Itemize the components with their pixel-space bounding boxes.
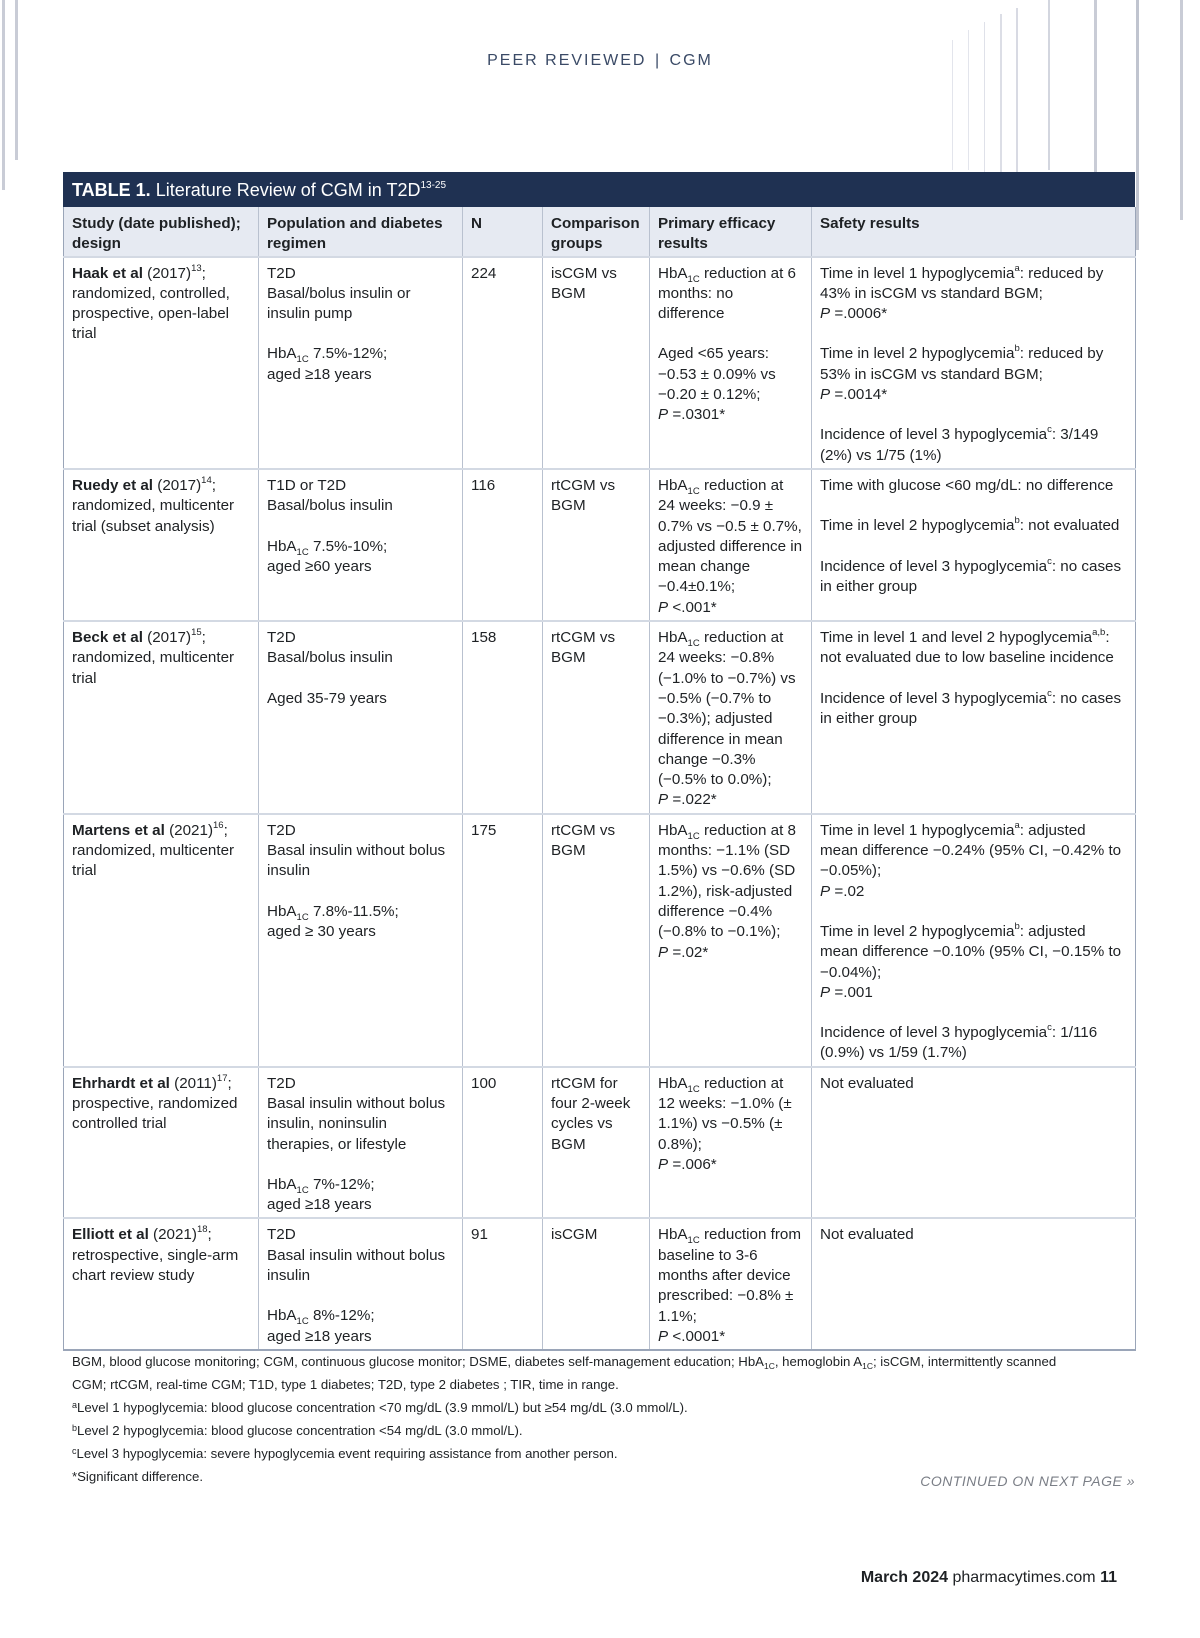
n-cell: 100 bbox=[463, 1067, 543, 1219]
n-cell: 158 bbox=[463, 621, 543, 814]
decorative-line bbox=[1048, 0, 1050, 170]
decorative-line bbox=[984, 22, 985, 172]
comparison-cell: isCGM bbox=[543, 1218, 650, 1350]
decorative-line bbox=[1136, 0, 1139, 250]
table-footnotes bbox=[72, 1350, 1082, 1488]
footnote-abbreviations: BGM, blood glucose monitoring; CGM, continuous glucose monitor; DSME, diabetes self-management education; HbA$_{1C}$, hemoglobin $A_{1C}$; isCGM, intermittently scanned CGM; rtCGM, real-time CGM; T1D, type 1 diabetes; T2D, type 2 diabetes ; TIR, time in range. bbox=[72, 1354, 1057, 1392]
footnote-c: $^c$Level 3 hypoglycemia: severe hypoglycemia event requiring assistance from another person. bbox=[72, 1446, 618, 1461]
table-title bbox=[63, 172, 1135, 207]
safety-cell: Time with glucose <60 mg/dL: no difference Time in level 2 hypoglycemia$^b$: not evaluated Incidence of level 3 hypoglycemia$^c$: no cases in either group bbox=[812, 469, 1136, 621]
safety-cell: Time in level 1 and level 2 hypoglycemia$^{a,b}$: not evaluated due to low baseline incidence Incidence of level 3 hypoglycemia$^c$: no cases in either group bbox=[812, 621, 1136, 814]
header-separator: | bbox=[654, 52, 662, 69]
study-cell: Ruedy et al $(2017)^{14}$; randomized, multicenter trial (subset analysis) bbox=[64, 469, 259, 621]
population-cell: T2D Basal/bolus insulin Aged 35-79 years bbox=[259, 621, 463, 814]
efficacy-cell: HbA$_{1C}$ reduction at 6 months: no difference Aged <65 years: −0.53 ± 0.09% vs −0.20 ± 0.12%; P =.0301* bbox=[650, 257, 812, 469]
page-header bbox=[0, 52, 1200, 70]
safety-cell: Not evaluated bbox=[812, 1218, 1136, 1350]
section-label: PEER REVIEWED bbox=[487, 52, 647, 69]
decorative-line bbox=[1000, 14, 1002, 174]
study-cell: Beck et al $(2017)^{15}$; randomized, multicenter trial bbox=[64, 621, 259, 814]
topic-label: CGM bbox=[669, 52, 713, 69]
study-cell: Martens et al $(2021)^{16}$; randomized, multicenter trial bbox=[64, 814, 259, 1067]
efficacy-cell: HbA$_{1C}$ reduction at 24 weeks: −0.9 ± 0.7% vs −0.5 ± 0.7%, adjusted difference in mean change −0.4±0.1%; P <.001* bbox=[650, 469, 812, 621]
population-cell: T2D Basal insulin without bolus insulin HbA$_{1C}$ 8%-12%; aged ≥18 years bbox=[259, 1218, 463, 1350]
safety-cell: Not evaluated bbox=[812, 1067, 1136, 1219]
n-cell: 175 bbox=[463, 814, 543, 1067]
issue-date: March 2024 bbox=[860, 1569, 949, 1586]
population-cell: T2D Basal insulin without bolus insulin, noninsulin therapies, or lifestyle HbA$_{1C}$ 7%-12%; aged ≥18 years bbox=[259, 1067, 463, 1219]
table-row bbox=[64, 621, 1136, 814]
table-row bbox=[64, 1067, 1136, 1219]
n-cell: 91 bbox=[463, 1218, 543, 1350]
decorative-line bbox=[2, 0, 5, 190]
footnote-a: $^a$Level 1 hypoglycemia: blood glucose concentration <70 mg/dL (3.9 mmol/L) but ≥54 mg/dL (3.0 mmol/L). bbox=[72, 1400, 688, 1415]
safety-cell: Time in level 1 hypoglycemia$^a$: adjusted mean difference −0.24% (95% CI, −0.42% to −0.05%); P =.02 Time in level 2 hypoglycemia$^b$: adjusted mean difference −0.10% (95% CI, −0.15% to −0.04%); P =.001 Incidence of level 3 hypoglycemia$^c$: 1/116 (0.9%) vs 1/59 (1.7%) bbox=[812, 814, 1136, 1067]
table-title-text: Literature Review of CGM in T2D bbox=[155, 180, 421, 200]
literature-table bbox=[63, 172, 1135, 1351]
table-label: TABLE 1. bbox=[72, 180, 151, 200]
page-number: 11 bbox=[1100, 1569, 1117, 1586]
decorative-line bbox=[15, 0, 18, 160]
column-header: N bbox=[463, 207, 543, 257]
table-title-refs: 13-25 bbox=[420, 180, 447, 191]
data-table bbox=[63, 207, 1136, 1351]
comparison-cell: rtCGM vs BGM bbox=[543, 621, 650, 814]
table-row bbox=[64, 1218, 1136, 1350]
comparison-cell: rtCGM for four 2-week cycles vs BGM bbox=[543, 1067, 650, 1219]
table-row bbox=[64, 257, 1136, 469]
table-row bbox=[64, 814, 1136, 1067]
efficacy-cell: HbA$_{1C}$ reduction from baseline to 3-6 months after device prescribed: −0.8% ± 1.1%; P <.0001* bbox=[650, 1218, 812, 1350]
study-cell: Ehrhardt et al $(2011)^{17}$; prospective, randomized controlled trial bbox=[64, 1067, 259, 1219]
decorative-line bbox=[1180, 0, 1183, 220]
study-cell: Haak et al $(2017)^{13}$; randomized, controlled, prospective, open-label trial bbox=[64, 257, 259, 469]
population-cell: T2D Basal/bolus insulin or insulin pump HbA$_{1C}$ 7.5%-12%; aged ≥18 years bbox=[259, 257, 463, 469]
page-footer bbox=[861, 1569, 1117, 1587]
decorative-line bbox=[968, 30, 969, 170]
table-header-row bbox=[64, 207, 1136, 257]
decorative-line bbox=[1016, 8, 1018, 173]
comparison-cell: rtCGM vs BGM bbox=[543, 814, 650, 1067]
footnote-significance: *Significant difference. bbox=[72, 1469, 203, 1484]
column-header: Study (date published); design bbox=[64, 207, 259, 257]
table-row bbox=[64, 469, 1136, 621]
safety-cell: Time in level 1 hypoglycemia$^a$: reduced by 43% in isCGM vs standard BGM; P =.0006* Time in level 2 hypoglycemia$^b$: reduced by 53% in isCGM vs standard BGM; P =.0014* Incidence of level 3 hypoglycemia$^c$: 3/149 (2%) vs 1/75 (1%) bbox=[812, 257, 1136, 469]
column-header: Comparison groups bbox=[543, 207, 650, 257]
continued-link[interactable]: CONTINUED ON NEXT PAGE » bbox=[920, 1473, 1135, 1489]
population-cell: T1D or T2D Basal/bolus insulin HbA$_{1C}$ 7.5%-10%; aged ≥60 years bbox=[259, 469, 463, 621]
column-header: Primary efficacy results bbox=[650, 207, 812, 257]
comparison-cell: isCGM vs BGM bbox=[543, 257, 650, 469]
column-header: Safety results bbox=[812, 207, 1136, 257]
site-name: pharmacytimes.com bbox=[952, 1569, 1096, 1586]
efficacy-cell: HbA$_{1C}$ reduction at 8 months: −1.1% (SD 1.5%) vs −0.6% (SD 1.2%), risk-adjusted difference −0.4% (−0.8% to −0.1%); P =.02* bbox=[650, 814, 812, 1067]
n-cell: 224 bbox=[463, 257, 543, 469]
efficacy-cell: HbA$_{1C}$ reduction at 12 weeks: −1.0% (± 1.1%) vs −0.5% (± 0.8%); P =.006* bbox=[650, 1067, 812, 1219]
comparison-cell: rtCGM vs BGM bbox=[543, 469, 650, 621]
study-cell: Elliott et al $(2021)^{18}$; retrospective, single-arm chart review study bbox=[64, 1218, 259, 1350]
n-cell: 116 bbox=[463, 469, 543, 621]
column-header: Population and diabetes regimen bbox=[259, 207, 463, 257]
footnote-b: $^b$Level 2 hypoglycemia: blood glucose concentration <54 mg/dL (3.0 mmol/L). bbox=[72, 1423, 523, 1438]
population-cell: T2D Basal insulin without bolus insulin HbA$_{1C}$ 7.8%-11.5%; aged ≥ 30 years bbox=[259, 814, 463, 1067]
efficacy-cell: HbA$_{1C}$ reduction at 24 weeks: −0.8% (−1.0% to −0.7%) vs −0.5% (−0.7% to −0.3%); adjusted difference in mean change −0.3% (−0.5% to 0.0%); P =.022* bbox=[650, 621, 812, 814]
